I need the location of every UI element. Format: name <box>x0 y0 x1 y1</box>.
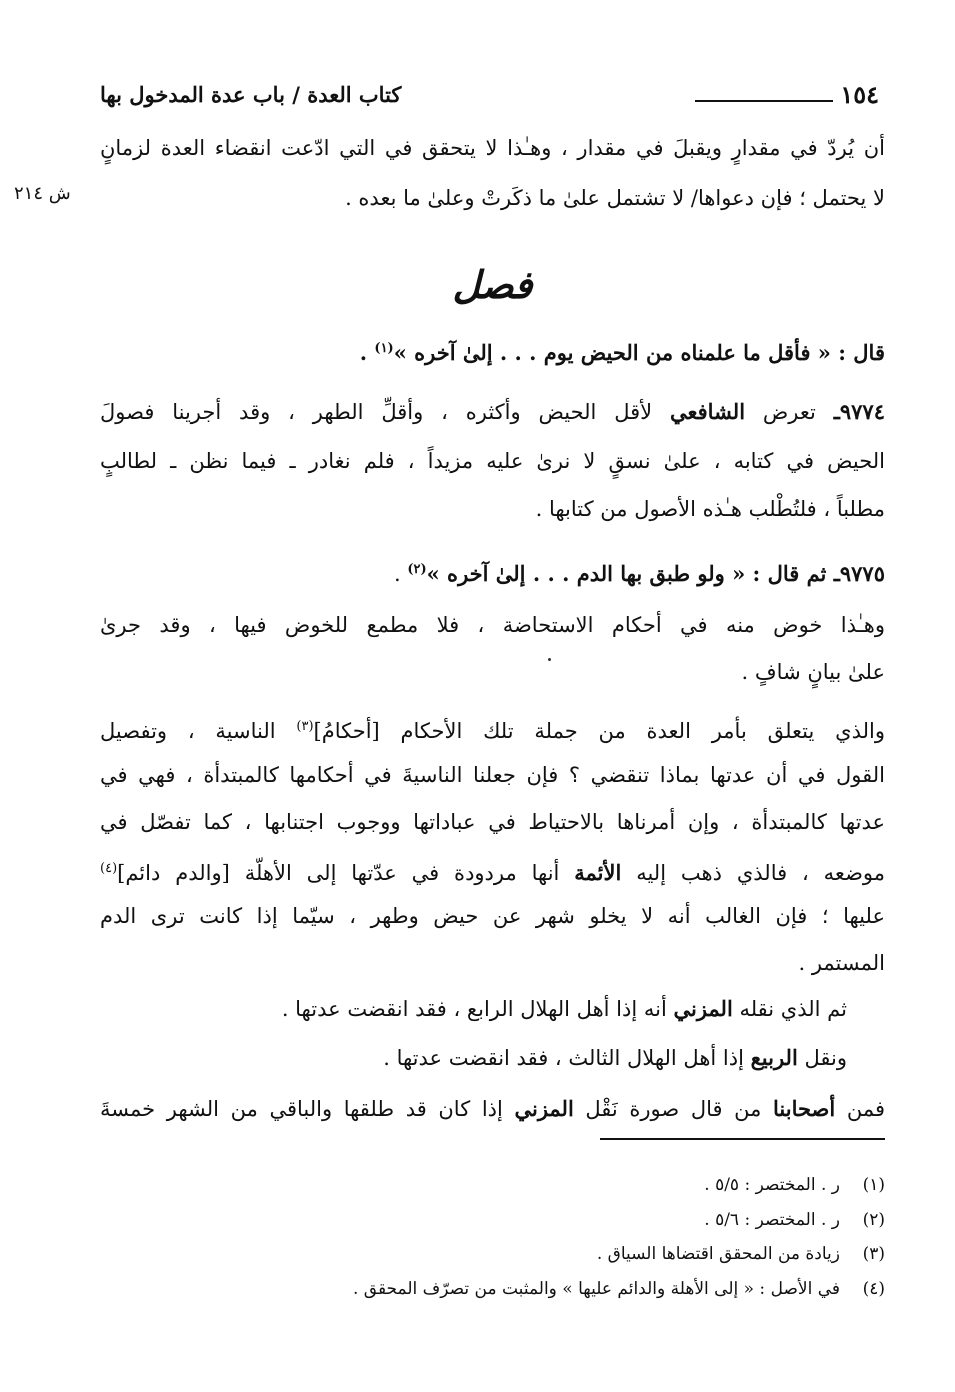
person-name: المزني <box>673 996 733 1021</box>
footnote-separator <box>600 1138 885 1140</box>
body-line <box>100 854 885 888</box>
footnote <box>353 1279 885 1299</box>
body-text: فمن <box>835 1097 886 1121</box>
footnote-number: (٤) <box>862 1279 885 1299</box>
person-name: الشافعي <box>670 399 746 424</box>
body-text: تعرض <box>745 400 834 424</box>
body-line: المستمر . <box>798 951 885 975</box>
body-line: علىٰ بيانٍ شافٍ . <box>741 660 885 684</box>
body-line: أن يُردّ في مقدارٍ ويقبلَ في مقدار ، وهـٰذا لا يتحقق في التي ادّعت انقضاء العدة لزمانٍ <box>100 136 885 160</box>
section-heading <box>100 262 885 307</box>
footnote <box>704 1210 885 1230</box>
footnote-text: في الأصل : « إلى الأهلة والدائم عليها » والمثبت من تصرّف المحقق . <box>352 1279 840 1299</box>
paragraph-9774-line <box>100 397 885 427</box>
person-name: المزني <box>514 1096 574 1121</box>
stray-dot <box>548 658 551 661</box>
body-text: أنه إذا أهل الهلال الرابع ، فقد انقضت عدتها . <box>281 997 674 1021</box>
page-number: ١٥٤ <box>840 80 879 109</box>
footnote-text: ر . المختصر : ٥/٥ . <box>704 1175 840 1195</box>
body-text: والذي يتعلق بأمر العدة من جملة تلك الأحكام [أحكامُ] <box>313 719 885 743</box>
body-line: عليها ؛ فإن الغالب أنه لا يخلو شهر عن حيض وطهر ، سيّما إذا كانت ترى الدم <box>100 904 885 928</box>
quotation-text: ثم قال : « ولو طبق بها الدم . . . إلىٰ آخره » <box>426 561 834 586</box>
body-text: الناسية ، وتفصيل <box>100 719 297 743</box>
body-line: وهـٰذا خوض منه في أحكام الاستحاضة ، فلا مطمع للخوض فيها ، وقد جرىٰ <box>100 613 885 637</box>
header-rule <box>695 100 833 102</box>
fasl-calligraphy: فصل <box>452 262 533 307</box>
body-text: إذا كان قد طلقها والباقي من الشهر خمسةَ <box>100 1097 515 1121</box>
paragraph-number: ٩٧٧٤ـ <box>833 399 885 424</box>
footnote-ref: (٢) <box>407 562 427 577</box>
footnote <box>597 1244 885 1264</box>
footnote-ref: (١) <box>374 341 394 356</box>
footnote-text: ر . المختصر : ٥/٦ . <box>704 1210 840 1230</box>
margin-note: ش ٢١٤ <box>14 183 71 204</box>
footnote-number: (٢) <box>862 1210 885 1230</box>
page-header <box>100 80 885 112</box>
person-name: الربيع <box>750 1045 798 1070</box>
running-title: كتاب العدة / باب عدة المدخول بها <box>100 82 402 107</box>
body-text: لأقل الحيض وأكثره ، وأقلِّ الطهر ، وقد أجرينا فصولَ <box>100 400 670 424</box>
footnote-number: (٣) <box>862 1244 885 1264</box>
body-text: موضعه ، فالذي ذهب إليه <box>621 861 885 885</box>
body-text: ثم الذي نقله <box>732 997 847 1021</box>
paragraph-9775-line: ٩٧٧٥ـ ثم قال : « ولو طبق بها الدم . . . إلىٰ آخره »$^{(٢)}$ . <box>393 561 885 586</box>
body-text: أنها مردودة في عدّتها إلى الأهلّة [والدم دائم] <box>117 861 575 885</box>
body-line: لا يحتمل ؛ فإن دعواها/ لا تشتمل علىٰ ما ذكَرتْ وعلىٰ ما بعده . <box>345 186 885 210</box>
footnote-ref: (٤) <box>100 861 118 876</box>
body-line <box>100 1094 885 1124</box>
emphasis-term: أصحابنا <box>773 1096 836 1121</box>
body-line <box>100 994 847 1024</box>
body-line: مطلباً ، فلتُطْلب هـٰذه الأصول من كتابها . <box>535 497 885 521</box>
footnote-text: زيادة من المحقق اقتضاها السياق . <box>596 1244 840 1264</box>
body-line: القول في أن عدتها بماذا تنقضي ؟ فإن جعلنا الناسيةَ في أحكامها كالمبتدأة ، فهي في <box>100 763 885 787</box>
emphasis-term: الأئمة <box>574 860 622 885</box>
body-line: الحيض في كتابه ، علىٰ نسقٍ لا نرىٰ عليه مزيداً ، فلم نغادر ـ فيما نظن ـ لطالبٍ <box>100 449 885 473</box>
body-line <box>100 712 885 746</box>
body-text: ونقل <box>797 1046 847 1070</box>
footnote-ref: (٣) <box>296 719 314 734</box>
quotation-text: قال : « فأقل ما علمناه من الحيض يوم . . . إلىٰ آخره » <box>393 340 885 365</box>
paragraph-number: ٩٧٧٥ـ <box>833 561 885 586</box>
body-text: إذا أهل الهلال الثالث ، فقد انقضت عدتها . <box>383 1046 751 1070</box>
body-text: من قال صورة نَقْل <box>573 1097 774 1121</box>
footnote-number: (١) <box>862 1175 885 1195</box>
footnote <box>704 1175 885 1195</box>
body-line: عدتها كالمبتدأة ، وإن أمرناها بالاحتياط في عباداتها ووجوب اجتنابها ، كما تفصّل في <box>100 810 885 834</box>
body-line <box>100 1043 847 1073</box>
book-page <box>100 0 885 1392</box>
quotation-line: قال : « فأقل ما علمناه من الحيض يوم . . . إلىٰ آخره »$^{(١)}$ . <box>359 340 885 365</box>
